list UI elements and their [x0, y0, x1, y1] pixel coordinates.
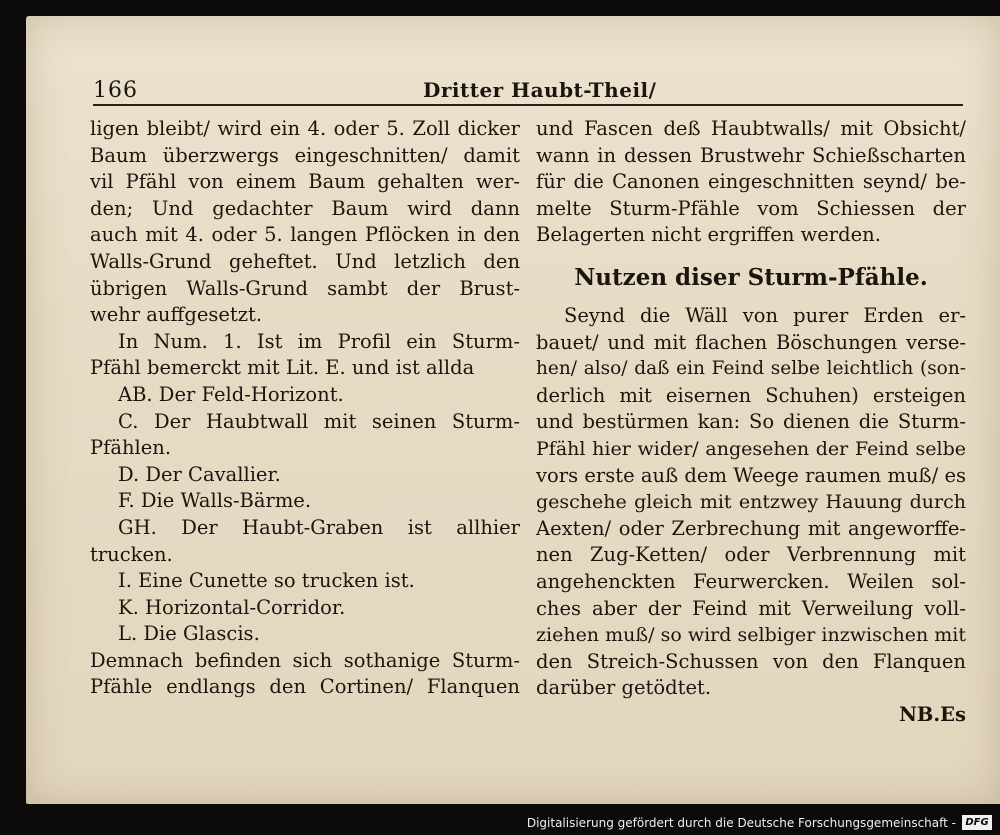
text-line: darüber getödtet.: [536, 676, 712, 700]
legend-item: AB. Der Feld-Horizont.: [118, 382, 344, 406]
text-line: Aexten/ oder Zerbrechung mit angeworffe-: [536, 516, 966, 540]
text-line: In Num. 1. Ist im Profil ein Sturm-: [118, 329, 520, 353]
page-header: [93, 78, 963, 106]
text-line: vil Pfähl von einem Baum gehalten wer-: [90, 170, 520, 194]
text-line: melte Sturm-Pfähle vom Schiessen der: [536, 196, 966, 220]
text-line: ligen bleibt/ wird ein 4. oder 5. Zoll dicker: [90, 117, 520, 140]
text-line: Baum überzwergs eingeschnitten/ damit: [90, 143, 520, 167]
text-line: Walls-Grund geheftet. Und letzlich den: [90, 249, 520, 273]
text-line: übrigen Walls-Grund sambt der Brust-: [90, 276, 520, 300]
page-number: 166: [93, 78, 138, 103]
text-line: trucken.: [90, 542, 173, 566]
footer-credit: Digitalisierung gefördert durch die Deutsche Forschungsgemeinschaft -: [526, 816, 956, 830]
text-line: geschehe gleich mit entzwey Hauung durch: [536, 491, 966, 514]
text-line: wehr auffgesetzt.: [90, 303, 263, 327]
text-line: und bestürmen kan: So dienen die Sturm-: [536, 410, 966, 434]
text-line: wann in dessen Brustwehr Schießscharten: [536, 143, 966, 167]
right-text-column: [536, 116, 966, 728]
legend-item: F. Die Walls-Bärme.: [118, 489, 312, 513]
text-line: Belagerten nicht ergriffen werden.: [536, 223, 881, 247]
digitization-footer: [0, 810, 1000, 835]
legend-item: L. Die Glascis.: [118, 622, 260, 646]
running-head: Dritter Haubt-Theil/: [423, 78, 657, 102]
text-line: ches aber der Feind mit Verweilung voll-: [536, 596, 966, 620]
text-line: angehenckten Feurwercken. Weilen sol-: [536, 569, 966, 593]
legend-item: GH. Der Haubt-Graben ist allhier: [118, 515, 520, 539]
legend-item: K. Horizontal-Corridor.: [118, 595, 346, 619]
text-line: derlich mit eisernen Schuhen) ersteigen: [536, 383, 966, 407]
text-line: für die Canonen eingeschnitten seynd/ be-: [536, 170, 966, 194]
text-line: den; Und gedachter Baum wird dann: [90, 196, 520, 220]
text-line: nen Zug-Ketten/ oder Verbrennung mit: [536, 543, 966, 567]
header-rule: [93, 104, 963, 106]
legend-item: I. Eine Cunette so trucken ist.: [118, 569, 415, 593]
text-line: Seynd die Wäll von purer Erden er-: [564, 303, 966, 327]
catchword: NB.Es: [899, 702, 966, 726]
text-line: vors erste auß dem Weege raumen muß/ es: [536, 463, 966, 487]
text-line: und Fascen deß Haubtwalls/ mit Obsicht/: [536, 117, 966, 140]
text-line: Pfähl bemerckt mit Lit. E. und ist allda: [90, 356, 475, 380]
dfg-logo: DFG: [962, 815, 992, 830]
text-line: auch mit 4. oder 5. langen Pflöcken in den: [90, 223, 520, 247]
section-heading: Nutzen diser Sturm-Pfähle.: [574, 263, 928, 291]
text-line: Demnach befinden sich sothanige Sturm-: [90, 648, 520, 672]
text-line: den Streich-Schussen von den Flanquen: [536, 649, 966, 673]
text-line: Pfähl hier wider/ angesehen der Feind selbe: [536, 437, 966, 460]
text-line: Pfähle endlangs den Cortinen/ Flanquen: [90, 675, 520, 699]
left-text-column: [90, 116, 520, 701]
text-line: Pfählen.: [90, 436, 172, 460]
text-line: hen/ also/ daß ein Feind selbe leichtlich (son-: [536, 358, 966, 380]
legend-item: C. Der Haubtwall mit seinen Sturm-: [118, 409, 520, 433]
text-line: ziehen muß/ so wird selbiger inzwischen mit: [536, 624, 966, 647]
text-line: bauet/ und mit flachen Böschungen verse-: [536, 330, 966, 354]
legend-item: D. Der Cavallier.: [118, 462, 281, 486]
